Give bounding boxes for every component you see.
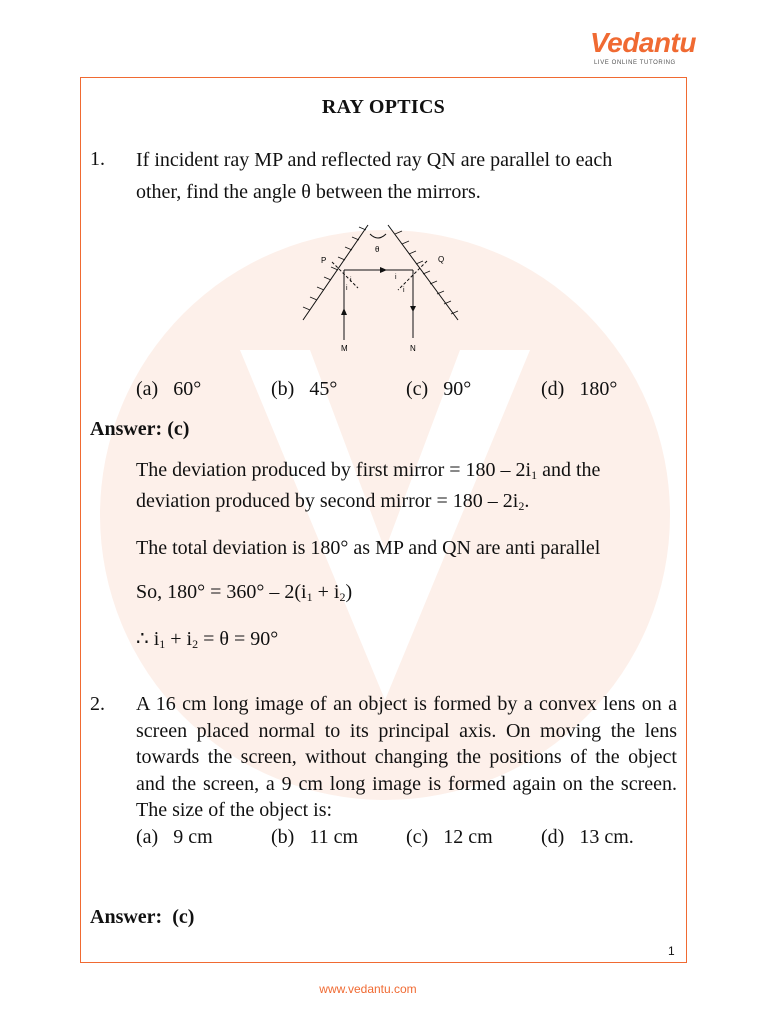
angle-i1-label-b: i	[346, 285, 348, 292]
page-title: RAY OPTICS	[321, 96, 446, 118]
angle-i1-label-a: i	[350, 277, 352, 284]
question-1-option-b: (b) 45°	[271, 378, 338, 400]
solution-line-1: The deviation produced by first mirror = $180 - 2i_1$ and the	[136, 459, 601, 482]
question-2-option-c: (c) 12 cm	[406, 826, 493, 848]
question-2-number: 2.	[90, 693, 105, 715]
question-1-text	[136, 144, 681, 208]
question-1-option-d: (d) 180°	[541, 378, 618, 400]
point-q-label: Q	[438, 255, 445, 264]
point-p-label: P	[321, 256, 327, 265]
point-m-label: M	[341, 344, 348, 353]
question-2-option-b: (b) 11 cm	[271, 826, 359, 848]
page-number: 1	[668, 944, 675, 958]
question-1-line-1: If incident ray MP and reflected ray QN are parallel to each	[136, 149, 613, 171]
vedantu-logo	[590, 27, 696, 73]
question-2-answer: Answer: (c)	[90, 906, 195, 928]
question-1-option-c: (c) 90°	[406, 378, 472, 400]
point-n-label: N	[410, 344, 416, 353]
question-1-answer: Answer: (c)	[90, 418, 190, 440]
logo-brand: Vedantu	[590, 27, 696, 58]
angle-i2-label-b: i	[403, 287, 405, 294]
theta-label: θ	[375, 245, 380, 254]
solution-line-3: The total deviation is 180° as MP and QN are anti parallel	[136, 537, 601, 559]
mirror-diagram	[298, 220, 468, 355]
question-1-number: 1.	[90, 148, 105, 170]
angle-i2-label-a: i	[395, 274, 397, 281]
solution-line-2: deviation produced by second mirror = $180 - 2i_2$.	[136, 490, 530, 513]
question-1-option-a: (a) 60°	[136, 378, 202, 400]
solution-line-5: ∴ $i_1 + i_2 = \theta = 90^\circ$	[136, 628, 279, 651]
question-2-option-a: (a) 9 cm	[136, 826, 213, 848]
logo-tagline: LIVE ONLINE TUTORING	[594, 60, 676, 66]
solution-line-4: So, $180^\circ = 360^\circ - 2(i_1 + i_2)$	[136, 581, 353, 604]
question-1-line-2: other, find the angle θ between the mirrors.	[136, 181, 481, 203]
footer-website-link[interactable]: www.vedantu.com	[319, 982, 417, 996]
question-2-text: A 16 cm long image of an object is formed by a convex lens on a screen placed normal to its principal axis. On moving the lens towards the screen, without changing the positions of the object and the screen, a 9 cm long image is formed again on the screen. The size of the object is:	[136, 693, 677, 821]
question-2-option-d: (d) 13 cm.	[541, 826, 634, 848]
